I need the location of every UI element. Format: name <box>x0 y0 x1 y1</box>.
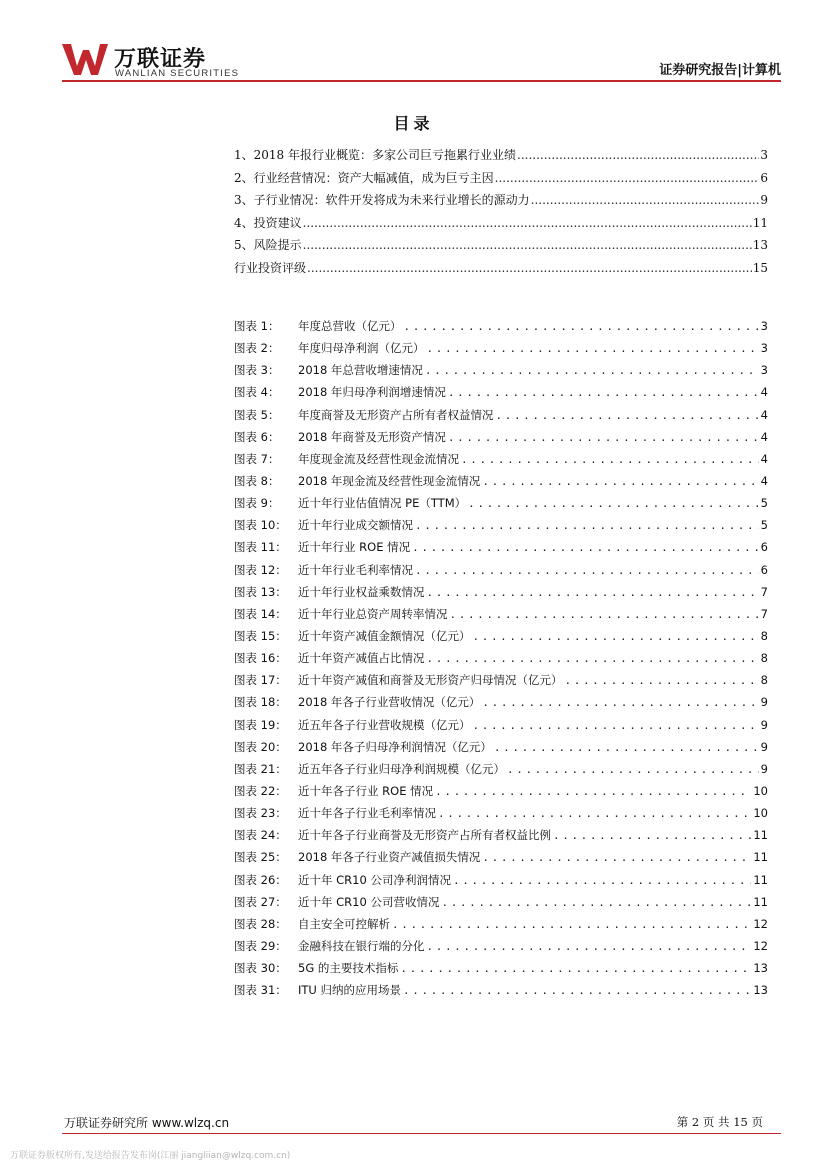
figure-title: 近五年各子行业营收规模（亿元） <box>298 717 471 732</box>
leader-dots <box>531 193 760 207</box>
figure-title: 2018 年各子行业营收情况（亿元） <box>298 695 481 710</box>
figure-label: 图表 31： <box>234 983 287 998</box>
figure-entry[interactable] <box>234 761 768 783</box>
figure-entry[interactable] <box>234 517 768 539</box>
figure-page: 7 <box>760 584 768 599</box>
figure-title: 近十年资产减值占比情况 <box>298 651 425 666</box>
figure-entry[interactable] <box>234 894 768 916</box>
figure-title: 近十年 CR10 公司营收情况 <box>298 894 440 909</box>
figure-title: 近十年行业 ROE 情况 <box>298 540 411 555</box>
leader-dots <box>427 940 752 953</box>
figure-page: 3 <box>760 319 768 333</box>
leader-dots <box>400 962 751 975</box>
toc-entry[interactable] <box>234 259 768 282</box>
figure-label: 图表 5： <box>234 407 280 422</box>
figure-label: 图表 27： <box>234 894 287 909</box>
figure-entry[interactable] <box>234 340 768 362</box>
figure-title: 近十年各子行业商誉及无形资产占所有者权益比例 <box>298 828 551 843</box>
logo-english-name: WANLIAN SECURITIES <box>115 68 240 79</box>
figure-page: 6 <box>760 540 768 555</box>
figure-title: 近十年行业成交额情况 <box>298 518 413 533</box>
leader-dots <box>427 342 759 355</box>
figure-entry[interactable] <box>234 451 768 473</box>
figure-label: 图表 21： <box>234 761 287 776</box>
figure-entry[interactable] <box>234 362 768 384</box>
leader-dots <box>448 386 759 399</box>
report-category: 证券研究报告|计算机 <box>659 63 781 78</box>
leader-dots <box>438 807 751 820</box>
figure-label: 图表 28： <box>234 916 287 931</box>
figure-title: 年度归母净利润（亿元） <box>298 341 425 356</box>
figure-entry[interactable] <box>234 827 768 849</box>
figure-title: 近五年各子行业归母净利润规模（亿元） <box>298 761 505 776</box>
figure-page: 9 <box>760 717 768 732</box>
figure-label: 图表 4： <box>234 385 280 400</box>
leader-dots <box>427 586 759 599</box>
header-divider <box>62 80 781 82</box>
figure-page: 4 <box>760 473 768 488</box>
leader-dots <box>404 320 759 333</box>
wanlian-logo-icon <box>62 42 108 76</box>
figure-entry[interactable] <box>234 872 768 894</box>
figure-page: 5 <box>760 518 768 533</box>
leader-dots <box>565 674 759 687</box>
figure-label: 图表 25： <box>234 850 287 865</box>
figure-entry[interactable] <box>234 473 768 495</box>
figure-title: 2018 年归母净利润增速情况 <box>298 385 446 400</box>
figure-entry[interactable] <box>234 606 768 628</box>
leader-dots <box>450 608 759 621</box>
leader-dots <box>517 148 759 162</box>
table-of-contents <box>234 146 768 281</box>
figure-title: 自主安全可控解析 <box>298 916 390 931</box>
toc-title: 目录 <box>393 114 434 133</box>
figure-title: 2018 年现金流及经营性现金流情况 <box>298 473 481 488</box>
figure-title: 近十年行业估值情况 PE（TTM） <box>298 496 467 511</box>
leader-dots <box>494 741 759 754</box>
figure-page: 12 <box>753 938 768 953</box>
leader-dots <box>495 171 760 185</box>
leader-dots <box>473 630 759 643</box>
leader-dots <box>496 409 759 422</box>
figure-title: 2018 年商誉及无形资产情况 <box>298 429 446 444</box>
leader-dots <box>453 874 751 887</box>
figure-entry[interactable] <box>234 849 768 871</box>
leader-dots <box>427 652 759 665</box>
toc-entry[interactable] <box>234 169 768 192</box>
figure-label: 图表 7： <box>234 451 280 466</box>
figure-label: 图表 6： <box>234 429 280 444</box>
figure-title: ITU 归纳的应用场景 <box>298 983 401 998</box>
figure-title: 年度商誉及无形资产占所有者权益情况 <box>298 407 494 422</box>
figure-label: 图表 14： <box>234 606 287 621</box>
toc-entry-page: 9 <box>760 193 768 207</box>
figure-title: 金融科技在银行端的分化 <box>298 938 425 953</box>
toc-entry-page: 3 <box>760 148 768 162</box>
figure-page: 11 <box>753 850 768 865</box>
figure-title: 近十年资产减值金额情况（亿元） <box>298 628 471 643</box>
figure-label: 图表 26： <box>234 872 287 887</box>
figure-label: 图表 10： <box>234 518 287 533</box>
toc-entry-title: 4、投资建议 <box>234 215 302 230</box>
leader-dots <box>303 216 752 230</box>
figure-label: 图表 15： <box>234 628 287 643</box>
leader-dots <box>553 829 751 842</box>
logo-chinese-name: 万联证券 <box>114 47 207 72</box>
figure-label: 图表 22： <box>234 783 287 798</box>
page-header <box>62 42 781 82</box>
toc-entry-page: 15 <box>752 260 768 275</box>
figure-title: 2018 年总营收增速情况 <box>298 363 423 378</box>
toc-entry[interactable] <box>234 236 768 259</box>
figure-page: 6 <box>760 562 768 577</box>
leader-dots <box>482 696 758 709</box>
figure-title: 近十年行业总资产周转率情况 <box>298 606 448 621</box>
figure-label: 图表 17： <box>234 673 287 688</box>
figure-entry[interactable] <box>234 384 768 406</box>
leader-dots <box>507 763 759 776</box>
toc-entry-page: 13 <box>752 238 768 252</box>
figure-label: 图表 19： <box>234 717 287 732</box>
figure-index <box>234 318 768 1004</box>
figure-page: 10 <box>753 783 768 798</box>
figure-title: 2018 年各子行业资产减值损失情况 <box>298 850 481 865</box>
figure-page: 3 <box>760 341 768 356</box>
figure-entry[interactable] <box>234 584 768 606</box>
toc-entry-title: 5、风险提示 <box>234 238 302 252</box>
toc-entry-title: 行业投资评级 <box>234 260 307 275</box>
figure-label: 图表 29： <box>234 938 287 953</box>
copyright-watermark: 万联证券版权所有,发送给报告发布岗(江丽 jiangliian@wlzq.com.cn) <box>10 1151 291 1161</box>
figure-entry[interactable] <box>234 982 768 1004</box>
figure-entry[interactable] <box>234 694 768 716</box>
leader-dots <box>307 261 752 275</box>
leader-dots <box>435 785 751 798</box>
figure-label: 图表 30： <box>234 961 287 976</box>
figure-page: 11 <box>753 894 768 909</box>
leader-dots <box>415 519 759 532</box>
toc-entry-title: 1、2018 年报行业概览：多家公司巨亏拖累行业业绩 <box>234 148 516 162</box>
leader-dots <box>392 918 751 931</box>
figure-entry[interactable] <box>234 672 768 694</box>
figure-entry[interactable] <box>234 495 768 517</box>
figure-title: 近十年各子行业毛利率情况 <box>298 806 436 821</box>
figure-page: 12 <box>753 916 768 931</box>
figure-label: 图表 18： <box>234 695 287 710</box>
figure-label: 图表 13： <box>234 584 287 599</box>
figure-entry[interactable] <box>234 407 768 429</box>
figure-page: 9 <box>760 761 768 776</box>
figure-page: 4 <box>760 429 768 444</box>
figure-entry[interactable] <box>234 783 768 805</box>
toc-entry-page: 6 <box>760 170 768 185</box>
leader-dots <box>448 431 759 444</box>
figure-entry[interactable] <box>234 805 768 827</box>
toc-entry[interactable] <box>234 146 768 169</box>
figure-page: 13 <box>753 961 768 976</box>
figure-title: 近十年资产减值和商誉及无形资产归母情况（亿元） <box>298 673 563 688</box>
figure-label: 图表 20： <box>234 739 287 754</box>
footer-page-number: 第 2 页 共 15 页 <box>676 1115 763 1129</box>
figure-title: 近十年 CR10 公司净利润情况 <box>298 872 451 887</box>
figure-title: 5G 的主要技术指标 <box>298 961 399 976</box>
figure-page: 11 <box>753 872 768 887</box>
figure-page: 10 <box>753 806 768 821</box>
leader-dots <box>482 851 751 864</box>
toc-entry[interactable] <box>234 214 768 237</box>
leader-dots <box>415 564 759 577</box>
figure-entry[interactable] <box>234 938 768 960</box>
figure-page: 4 <box>760 451 768 466</box>
footer-institute: 万联证券研究所 www.wlzq.cn <box>64 1116 230 1130</box>
toc-entry-title: 3、子行业情况：软件开发将成为未来行业增长的源动力 <box>234 193 530 207</box>
figure-entry[interactable] <box>234 318 768 340</box>
figure-entry[interactable] <box>234 960 768 982</box>
figure-label: 图表 23： <box>234 806 287 821</box>
leader-dots <box>303 238 752 252</box>
figure-label: 图表 16： <box>234 651 287 666</box>
figure-entry[interactable] <box>234 717 768 739</box>
figure-label: 图表 8： <box>234 473 280 488</box>
figure-page: 11 <box>753 828 768 843</box>
toc-entry-title: 2、行业经营情况：资产大幅减值，成为巨亏主因 <box>234 170 494 185</box>
figure-entry[interactable] <box>234 429 768 451</box>
figure-page: 9 <box>760 739 768 754</box>
figure-title: 年度现金流及经营性现金流情况 <box>298 451 459 466</box>
figure-entry[interactable] <box>234 628 768 650</box>
figure-label: 图表 11： <box>234 540 287 555</box>
leader-dots <box>468 497 759 510</box>
figure-entry[interactable] <box>234 739 768 761</box>
leader-dots <box>482 475 758 488</box>
figure-entry[interactable] <box>234 539 768 561</box>
toc-entry-page: 11 <box>752 215 768 230</box>
figure-page: 13 <box>753 983 768 998</box>
figure-page: 8 <box>760 628 768 643</box>
figure-title: 年度总营收（亿元） <box>298 319 402 333</box>
leader-dots <box>412 541 759 554</box>
figure-title: 近十年行业权益乘数情况 <box>298 584 425 599</box>
leader-dots <box>473 719 759 732</box>
figure-page: 8 <box>760 673 768 688</box>
figure-page: 4 <box>760 407 768 422</box>
figure-page: 7 <box>760 606 768 621</box>
figure-label: 图表 24： <box>234 828 287 843</box>
leader-dots <box>403 984 751 997</box>
leader-dots <box>425 364 759 377</box>
leader-dots <box>461 453 759 466</box>
toc-entry[interactable] <box>234 191 768 214</box>
figure-page: 9 <box>760 695 768 710</box>
figure-entry[interactable] <box>234 650 768 672</box>
figure-page: 3 <box>760 363 768 378</box>
figure-label: 图表 12： <box>234 562 287 577</box>
figure-label: 图表 9： <box>234 496 280 511</box>
figure-label: 图表 2： <box>234 341 280 356</box>
figure-label: 图表 3： <box>234 363 280 378</box>
figure-page: 8 <box>760 651 768 666</box>
figure-title: 近十年各子行业 ROE 情况 <box>298 783 434 798</box>
leader-dots <box>441 896 751 909</box>
figure-entry[interactable] <box>234 562 768 584</box>
figure-page: 4 <box>760 385 768 400</box>
figure-title: 近十年行业毛利率情况 <box>298 562 413 577</box>
footer-divider <box>62 1133 781 1134</box>
figure-entry[interactable] <box>234 916 768 938</box>
figure-page: 5 <box>760 496 768 511</box>
figure-title: 2018 年各子归母净利润情况（亿元） <box>298 739 492 754</box>
figure-label: 图表 1： <box>234 319 280 333</box>
